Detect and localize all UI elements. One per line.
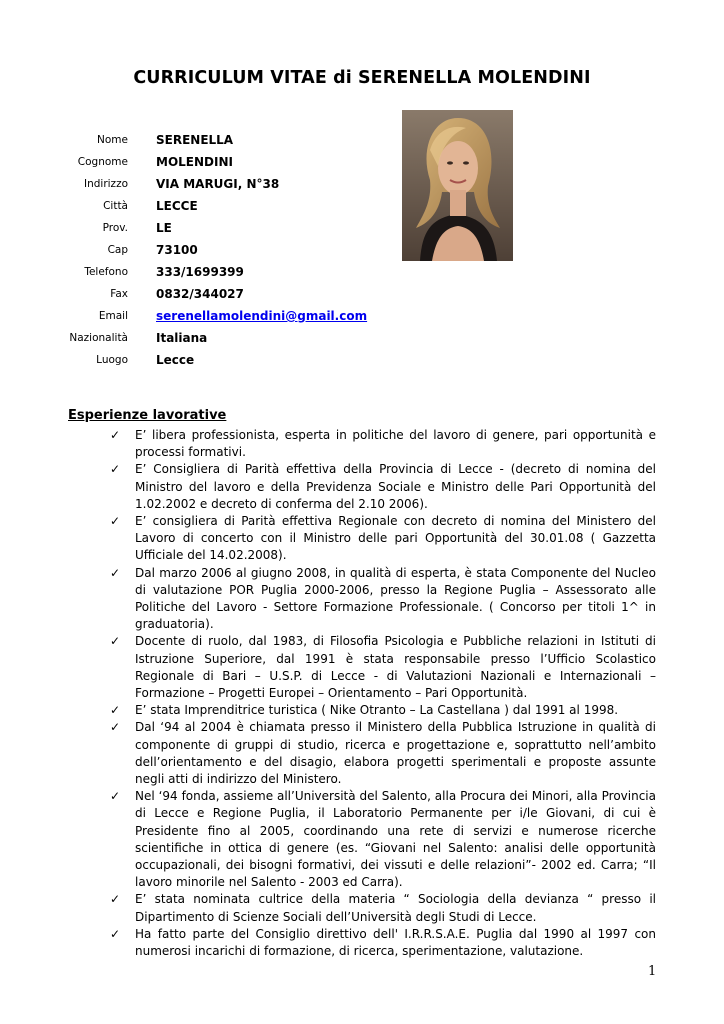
experience-item <box>110 788 656 891</box>
experience-item <box>110 891 656 925</box>
info-label: Città <box>103 200 128 212</box>
experience-text: Ha fatto parte del Consiglio direttivo dell' I.R.R.S.A.E. Puglia dal 1990 al 1997 con numerosi incarichi di formazione, di ricerca, sperimentazione, valutazione. <box>135 926 656 959</box>
info-row-indirizzo <box>0 177 400 199</box>
experience-text: E’ libera professionista, esperta in politiche del lavoro di genere, pari opportunità e processi formativi. <box>135 428 656 460</box>
info-value: 0832/344027 <box>156 287 244 301</box>
experience-text: E’ stata Imprenditrice turistica ( Nike Otranto – La Castellana ) dal 1991 al 1998. <box>135 703 619 718</box>
info-label: Indirizzo <box>83 178 128 190</box>
info-value: 73100 <box>156 243 198 257</box>
experience-text: Docente di ruolo, dal 1983, di Filosofia Psicologia e Pubbliche relazioni in Istituti di Istruzione Superiore, dal 1991 è stata responsabile presso l’Ufficio Scolastico Regionale di Bari – U.S.P. di Lecce - di Valutazioni Nazionali e Internazionali – Formazione – Progetti Europei – Orientamento – Pari Opportunità. <box>135 634 656 701</box>
experience-text: Dal ‘94 al 2004 è chiamata presso il Ministero della Pubblica Istruzione in qualità di componente di gruppi di studio, ricerca e progettazione e, soprattutto nell’ambito dell’orientamento e del disagio, elabora progetti sperimentali e proposte assunte negli atti di indirizzo del Ministero. <box>135 720 656 787</box>
email-link[interactable]: serenellamolendini@gmail.com <box>156 309 368 323</box>
experience-item <box>110 926 656 960</box>
info-value: Lecce <box>156 353 195 367</box>
checkmark-icon: ✓ <box>110 462 121 477</box>
experience-text: Dal marzo 2006 al giugno 2008, in qualità di esperta, è stata Componente del Nucleo di valutazione POR Puglia 2000-2006, presso la Regione Puglia – Assessorato alle Politiche del Lavoro - Settore Formazione Professionale. ( Concorso per titoli 1^ in graduatoria). <box>135 565 656 632</box>
experience-item <box>110 461 656 513</box>
info-row-citta <box>0 199 400 221</box>
experience-item <box>110 565 656 634</box>
checkmark-icon: ✓ <box>110 720 121 735</box>
info-row-cognome <box>0 155 400 177</box>
page-number: 1 <box>648 964 657 979</box>
checkmark-icon: ✓ <box>110 926 121 941</box>
experience-item <box>110 702 656 719</box>
checkmark-icon: ✓ <box>110 634 121 649</box>
info-row-luogo <box>0 353 400 375</box>
experience-text: E’ stata nominata cultrice della materia “ Sociologia della devianza “ presso il Dipartimento di Scienze Sociali dell’Università degli Studi di Lecce. <box>135 892 656 924</box>
info-value: LE <box>156 221 172 235</box>
checkmark-icon: ✓ <box>110 514 121 529</box>
info-row-email <box>0 309 400 331</box>
info-row-nazionalita <box>0 331 400 353</box>
info-row-nome <box>0 133 400 155</box>
info-label: Cap <box>107 244 128 256</box>
experience-list <box>110 427 656 960</box>
checkmark-icon: ✓ <box>110 703 121 718</box>
info-value: SERENELLA <box>156 133 234 147</box>
info-row-fax <box>0 287 400 309</box>
info-label: Telefono <box>84 266 128 278</box>
info-value: Italiana <box>156 331 208 345</box>
checkmark-icon: ✓ <box>110 789 121 804</box>
experience-item <box>110 427 656 461</box>
experience-item <box>110 719 656 788</box>
info-value: MOLENDINI <box>156 155 233 169</box>
experience-text: Nel ‘94 fonda, assieme all’Università del Salento, alla Procura dei Minori, alla Provincia di Lecce e Regione Puglia, il Laboratorio Permanente per i/le Giovani, di cui è Presidente fino al 2005, coordinando una rete di servizi e numerose ricerche scientifiche in ottica di genere (es. “Giovani nel Salento: analisi delle opportunità occupazionali, dei bisogni formativi, dei vissuti e delle relazioni”- 2002 ed. Carra; “Il lavoro minorile nel Salento - 2003 ed Carra). <box>135 789 656 890</box>
info-label: Fax <box>110 288 128 300</box>
info-value: 333/1699399 <box>156 265 244 279</box>
info-label: Nazionalità <box>69 332 128 344</box>
info-label: Nome <box>97 134 128 146</box>
info-label: Email <box>98 310 128 322</box>
experience-text: E’ consigliera di Parità effettiva Regionale con decreto di nomina del Ministero del Lavoro di concerto con il Ministro delle pari Opportunità del 30.01.08 ( Gazzetta Ufficiale del 14.02.2008). <box>135 514 656 563</box>
experience-item <box>110 513 656 565</box>
info-row-cap <box>0 243 400 265</box>
checkmark-icon: ✓ <box>110 892 121 907</box>
experience-text: E’ Consigliera di Parità effettiva della Provincia di Lecce - (decreto di nomina del Ministro del lavoro e della Previdenza Sociale e Ministro delle Pari Opportunità del 1.02.2002 e decreto di conferma del 2.10 2006). <box>135 462 656 511</box>
checkmark-icon: ✓ <box>110 565 121 580</box>
info-value: VIA MARUGI, N°38 <box>156 177 280 191</box>
info-row-prov <box>0 221 400 243</box>
profile-photo <box>402 110 513 261</box>
document-title: CURRICULUM VITAE di SERENELLA MOLENDINI <box>133 68 591 88</box>
info-row-telefono <box>0 265 400 287</box>
portrait-image <box>402 110 513 261</box>
info-label: Prov. <box>102 222 128 234</box>
info-label: Cognome <box>77 156 128 168</box>
experience-item <box>110 633 656 702</box>
info-label: Luogo <box>96 354 128 366</box>
checkmark-icon: ✓ <box>110 428 121 442</box>
info-value: LECCE <box>156 199 198 213</box>
experience-heading: Esperienze lavorative <box>68 408 227 423</box>
